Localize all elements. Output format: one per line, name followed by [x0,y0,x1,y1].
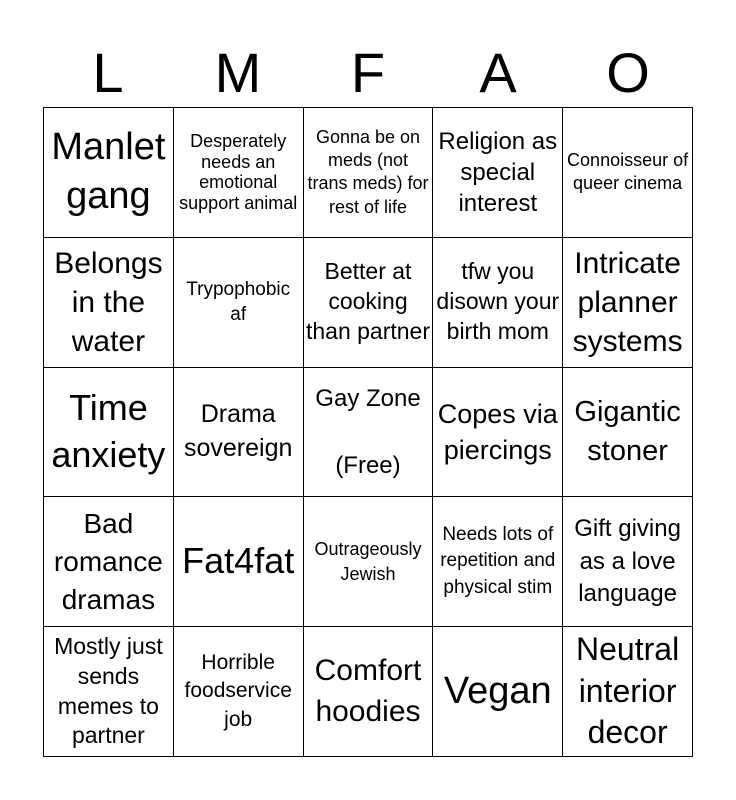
bingo-cell[interactable]: Belongs in the water [44,238,174,368]
bingo-grid [43,107,693,757]
bingo-cell[interactable]: tfw you disown your birth mom [433,238,563,368]
header-letter-f: F [350,41,386,104]
header-letter-l: L [92,41,124,104]
bingo-cell[interactable]: Manlet gang [44,108,174,238]
bingo-cell[interactable]: Trypophobic af [174,238,304,368]
bingo-cell[interactable]: Neutral interior decor [563,627,693,757]
header-letter-m: M [214,41,262,104]
bingo-cell[interactable]: Intricate planner systems [563,238,693,368]
free-space-cell[interactable]: Gay Zone (Free) [304,368,434,498]
header-letter-a: A [479,41,517,104]
bingo-cell[interactable]: Vegan [433,627,563,757]
bingo-cell[interactable]: Comfort hoodies [304,627,434,757]
bingo-cell[interactable]: Fat4fat [174,497,304,627]
bingo-cell[interactable]: Gonna be on meds (not trans meds) for rest of life [304,108,434,238]
bingo-cell[interactable]: Gift giving as a love language [563,497,693,627]
bingo-cell[interactable]: Desperately needs an emotional support animal [174,108,304,238]
bingo-cell[interactable]: Drama sovereign [174,368,304,498]
bingo-cell[interactable]: Needs lots of repetition and physical stim [433,497,563,627]
header-letter-o: O [606,41,650,104]
bingo-cell[interactable]: Horrible foodservice job [174,627,304,757]
bingo-cell[interactable]: Connoisseur of queer cinema [563,108,693,238]
bingo-cell[interactable]: Copes via piercings [433,368,563,498]
bingo-cell[interactable]: Time anxiety [44,368,174,498]
bingo-cell[interactable]: Religion as special interest [433,108,563,238]
bingo-cell[interactable]: Mostly just sends memes to partner [44,627,174,757]
bingo-cell[interactable]: Bad romance dramas [44,497,174,627]
bingo-cell[interactable]: Gigantic stoner [563,368,693,498]
bingo-cell[interactable]: Better at cooking than partner [304,238,434,368]
bingo-header [43,40,693,106]
bingo-cell[interactable]: Outrageously Jewish [304,497,434,627]
